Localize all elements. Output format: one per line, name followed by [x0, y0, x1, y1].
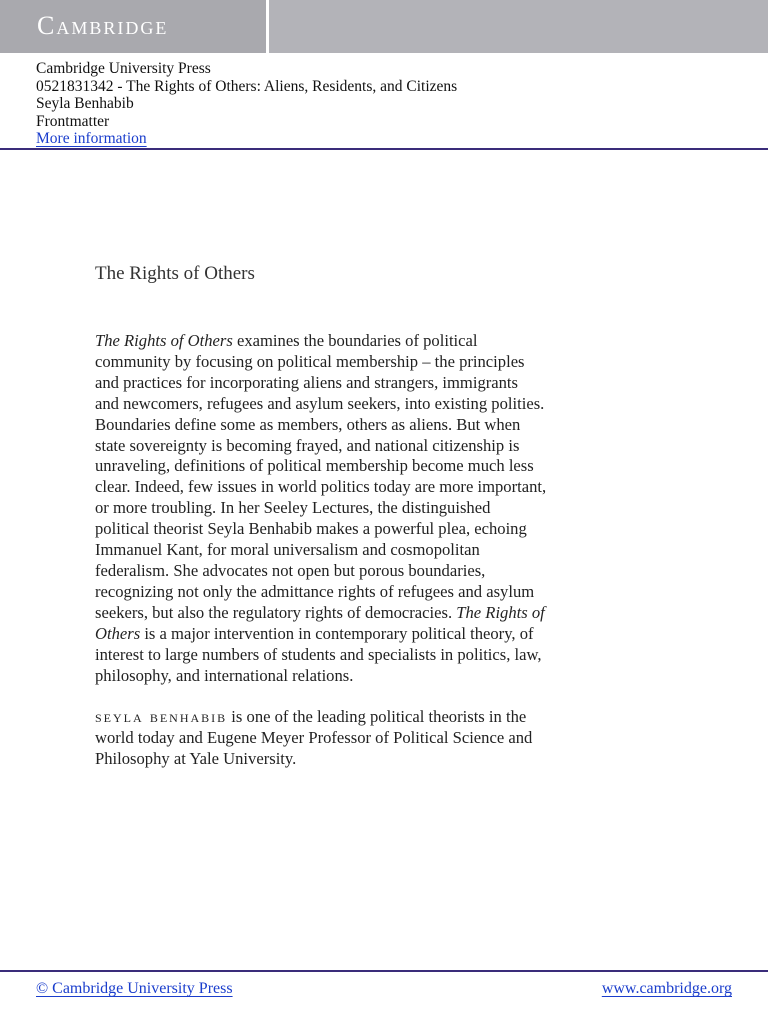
- description-text: unraveling, definitions of political membership become much less: [95, 456, 534, 476]
- description-line: [95, 436, 685, 457]
- description-text: clear. Indeed, few issues in world politics today are more important,: [95, 477, 547, 497]
- description-text: state sovereignty is becoming frayed, and national citizenship is: [95, 435, 520, 455]
- description-line: [95, 624, 685, 645]
- description-line: [95, 352, 685, 373]
- header-rule: [0, 148, 768, 150]
- description-line: [95, 603, 685, 624]
- author-name: Seyla Benhabib: [36, 95, 134, 112]
- description-line: [95, 540, 685, 561]
- description-text: and newcomers, refugees and asylum seekers, into existing polities.: [95, 393, 545, 413]
- description-line: [95, 394, 685, 415]
- book-title: The Rights of Others: [95, 263, 255, 284]
- more-information-link[interactable]: More information: [36, 130, 147, 147]
- bio-author-name: seyla benhabib: [95, 707, 228, 726]
- description-line: [95, 373, 685, 394]
- publisher-name: Cambridge University Press: [36, 60, 211, 77]
- bio-line: [95, 728, 685, 749]
- description-line: [95, 666, 685, 687]
- book-description: [95, 331, 685, 686]
- description-text: seekers, but also the regulatory rights of democracies.: [95, 602, 457, 622]
- description-text: examines the boundaries of political: [232, 331, 478, 350]
- description-line: [95, 519, 685, 540]
- description-line: [95, 331, 685, 352]
- cambridge-logo: Cambridge: [37, 11, 169, 40]
- author-bio: [95, 707, 685, 770]
- description-text: is a major intervention in contemporary political theory, of: [140, 623, 534, 643]
- website-link[interactable]: www.cambridge.org: [601, 980, 732, 997]
- description-line: [95, 477, 685, 498]
- italic-title-text: Others: [95, 623, 141, 643]
- description-text: or more troubling. In her Seeley Lectures, the distinguished: [95, 498, 491, 518]
- copyright-link[interactable]: © Cambridge University Press: [36, 980, 233, 997]
- description-line: [95, 498, 685, 519]
- description-line: [95, 456, 685, 477]
- publisher-banner: [0, 0, 768, 53]
- description-line: [95, 561, 685, 582]
- bio-line: [95, 707, 685, 728]
- italic-title-text: The Rights of: [456, 602, 545, 622]
- description-text: interest to large numbers of students and specialists in politics, law,: [95, 644, 542, 664]
- footer-rule: [0, 970, 768, 972]
- section-name: Frontmatter: [36, 112, 110, 130]
- description-line: [95, 415, 685, 436]
- description-line: [95, 582, 685, 603]
- description-text: community by focusing on political membership – the principles: [95, 351, 525, 371]
- description-text: political theorist Seyla Benhabib makes a powerful plea, echoing: [95, 519, 527, 539]
- banner-divider: [266, 0, 269, 53]
- isbn-and-title: 0521831342 - The Rights of Others: Aliens, Residents, and Citizens: [36, 77, 458, 95]
- bio-text: world today and Eugene Meyer Professor of Political Science and: [95, 727, 533, 747]
- italic-title-text: The Rights of Others: [95, 331, 233, 350]
- bio-text: is one of the leading political theorists in the: [227, 707, 527, 726]
- description-text: Immanuel Kant, for moral universalism and cosmopolitan: [95, 540, 480, 560]
- description-text: Boundaries define some as members, others as aliens. But when: [95, 414, 521, 434]
- description-text: federalism. She advocates not open but porous boundaries,: [95, 560, 486, 580]
- description-text: and practices for incorporating aliens and strangers, immigrants: [95, 372, 519, 392]
- description-text: recognizing not only the admittance rights of refugees and asylum: [95, 581, 535, 601]
- description-line: [95, 645, 685, 666]
- document-metadata: [36, 60, 457, 148]
- bio-line: [95, 749, 685, 770]
- bio-text: Philosophy at Yale University.: [95, 748, 297, 768]
- description-text: philosophy, and international relations.: [95, 665, 354, 685]
